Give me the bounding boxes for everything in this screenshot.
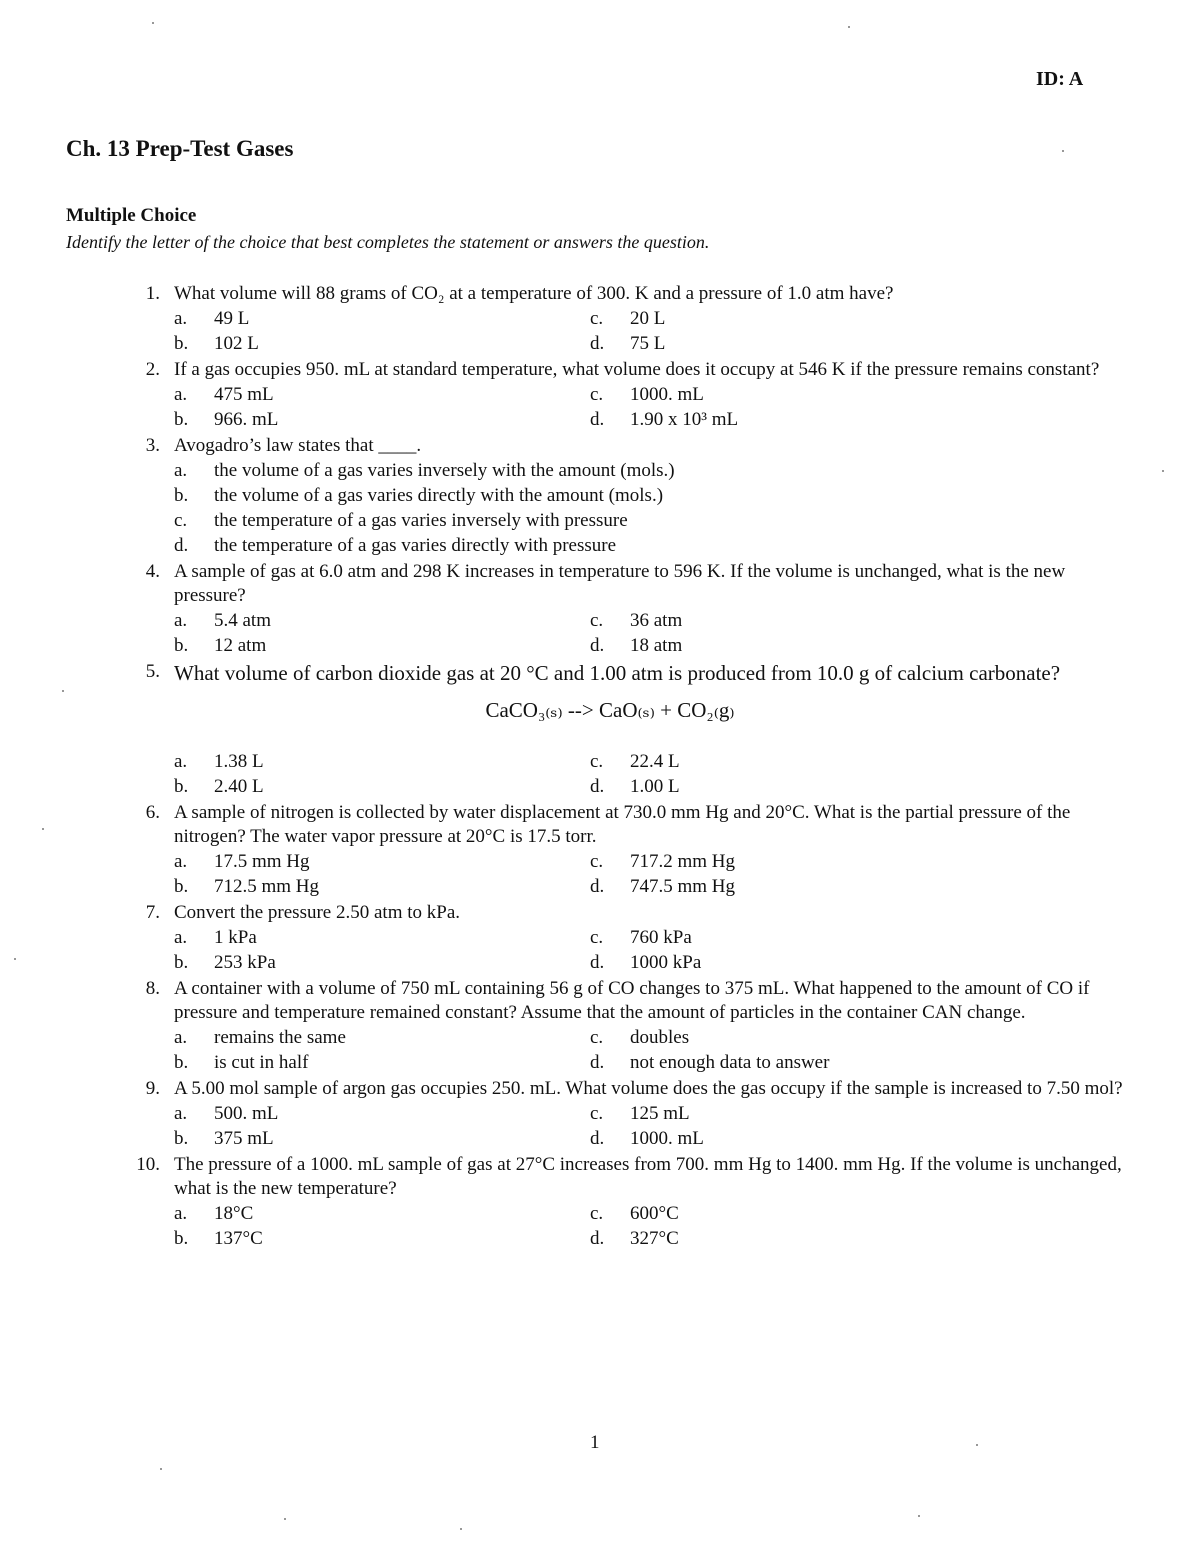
question-number: 6. [145,802,160,823]
question-item [0,560,1200,658]
choice-letter: d. [590,952,605,973]
answer-choices [174,749,974,799]
scan-speck [14,958,16,960]
choice-letter: b. [174,409,189,430]
choice-text: not enough data to answer [630,1052,830,1073]
answer-choice [174,1050,590,1075]
section-instructions: Identify the letter of the choice that best completes the statement or answers the question. [66,232,710,252]
choice-letter: a. [174,460,188,481]
choice-letter: c. [174,510,188,531]
answer-choice [174,508,974,533]
scan-speck [42,828,44,830]
question-text: A sample of nitrogen is collected by water displacement at 730.0 mm Hg and 20°C. What is the partial pressure of the nitrogen? The water vapor pressure at 20°C is 17.5 torr. [174,802,1071,847]
choice-letter: c. [590,751,604,772]
question-number: 9. [145,1078,160,1099]
answer-choice [174,1025,590,1050]
answer-choice [174,407,590,432]
answer-choice [590,874,974,899]
choice-text: the volume of a gas varies directly with the amount (mols.) [214,485,664,506]
choice-letter: b. [174,333,189,354]
choice-text: 375 mL [214,1128,274,1149]
question-item [0,801,1200,899]
question-text: A container with a volume of 750 mL containing 56 g of CO changes to 375 mL. What happened to the amount of CO if pressure and temperature remained constant? Assume that the amount of particles in the container CAN change. [174,978,1090,1023]
answer-choice [590,608,974,633]
answer-choice [174,331,590,356]
choice-letter: b. [174,1128,189,1149]
choice-letter: d. [590,1228,605,1249]
answer-choice [590,407,974,432]
answer-choice [174,483,974,508]
choice-letter: b. [174,1228,189,1249]
choice-letter: b. [174,776,189,797]
question-text: Convert the pressure 2.50 atm to kPa. [174,902,461,923]
answer-choice [174,749,590,774]
question-list [0,282,1200,1253]
answer-choices [174,1101,974,1151]
answer-choice [174,925,590,950]
scan-speck [1062,150,1064,152]
answer-choice [174,950,590,975]
answer-choices [174,925,974,975]
answer-choice [590,774,974,799]
choice-text: 5.4 atm [214,610,271,631]
choice-letter: d. [590,409,605,430]
question-number: 4. [145,561,160,582]
choice-letter: a. [174,1103,188,1124]
question-text: A 5.00 mol sample of argon gas occupies 250. mL. What volume does the gas occupy if the sample is increased to 7.50 mol? [174,1078,1123,1099]
choice-text: 20 L [630,308,666,329]
answer-choice [590,849,974,874]
answer-choice [590,950,974,975]
choice-text: 1.38 L [214,751,264,772]
question-number: 1. [145,283,160,304]
question-number: 7. [145,902,160,923]
question-item [0,1077,1200,1151]
choice-text: 500. mL [214,1103,279,1124]
answer-choice [174,458,974,483]
choice-text: 1000. mL [630,384,704,405]
answer-choice [590,633,974,658]
choice-text: the temperature of a gas varies directly with pressure [214,535,617,556]
answer-choice [590,382,974,407]
choice-text: 36 atm [630,610,683,631]
choice-text: 1000 kPa [630,952,702,973]
choice-letter: b. [174,952,189,973]
question-text: What volume will 88 grams of CO₂ at a temperature of 300. K and a pressure of 1.0 atm have? [174,283,894,304]
question-item [0,1153,1200,1251]
choice-letter: b. [174,485,189,506]
answer-choice [174,1226,590,1251]
choice-letter: b. [174,876,189,897]
choice-letter: c. [590,851,604,872]
answer-choice [590,749,974,774]
choice-letter: b. [174,635,189,656]
answer-choices [174,608,974,658]
answer-choice [590,1101,974,1126]
question-item [0,977,1200,1075]
page-number: 1 [590,1432,600,1453]
question-number: 3. [145,435,160,456]
question-text: If a gas occupies 950. mL at standard temperature, what volume does it occupy at 546 K if the pressure remains constant? [174,359,1100,380]
answer-choices [174,1025,974,1075]
scan-speck [1162,470,1164,472]
chemical-equation: CaCO₃₍ₛ₎ --> CaO₍ₛ₎ + CO₂₍g₎ [485,698,735,722]
answer-choice [590,925,974,950]
choice-text: 1.00 L [630,776,680,797]
choice-text: 17.5 mm Hg [214,851,310,872]
choice-text: 12 atm [214,635,267,656]
answer-choices [174,382,974,432]
choice-letter: d. [590,635,605,656]
answer-choices [174,849,974,899]
answer-choice [590,1050,974,1075]
choice-letter: a. [174,308,188,329]
question-item [0,660,1200,799]
answer-choice [174,633,590,658]
question-text: What volume of carbon dioxide gas at 20 °C and 1.00 atm is produced from 10.0 g of calcium carbonate? [174,661,1061,685]
choice-text: the temperature of a gas varies inversely with pressure [214,510,628,531]
choice-text: 760 kPa [630,927,692,948]
choice-text: 475 mL [214,384,274,405]
scan-speck [460,1528,462,1530]
answer-choice [590,306,974,331]
choice-text: 600°C [630,1203,679,1224]
question-item [0,358,1200,432]
choice-text: 18°C [214,1203,254,1224]
choice-text: 18 atm [630,635,683,656]
choice-text: 966. mL [214,409,279,430]
choice-letter: c. [590,1027,604,1048]
question-item [0,434,1200,558]
choice-letter: d. [590,1128,605,1149]
choice-letter: a. [174,1203,188,1224]
question-item [0,282,1200,356]
choice-letter: c. [590,1103,604,1124]
choice-letter: c. [590,384,604,405]
page-title: Ch. 13 Prep-Test Gases [66,136,294,161]
answer-choice [590,1126,974,1151]
choice-letter: d. [590,876,605,897]
answer-choice [174,1126,590,1151]
answer-choice [590,1226,974,1251]
choice-text: 747.5 mm Hg [630,876,736,897]
choice-letter: d. [590,1052,605,1073]
question-text: A sample of gas at 6.0 atm and 298 K increases in temperature to 596 K. If the volume is unchanged, what is the new pressure? [174,561,1066,606]
choice-letter: a. [174,927,188,948]
choice-text: 2.40 L [214,776,264,797]
choice-text: 1.90 x 10³ mL [630,409,739,430]
answer-choice [174,533,974,558]
choice-letter: b. [174,1052,189,1073]
choice-letter: c. [590,927,604,948]
choice-text: 125 mL [630,1103,690,1124]
scan-speck [152,22,154,24]
answer-choice [590,331,974,356]
answer-choice [174,306,590,331]
choice-text: 1000. mL [630,1128,704,1149]
answer-choice [174,608,590,633]
choice-text: 49 L [214,308,250,329]
answer-choice [174,849,590,874]
answer-choices [174,458,974,558]
question-item [0,901,1200,975]
answer-choice [174,1101,590,1126]
answer-choice [590,1201,974,1226]
choice-text: doubles [630,1027,690,1048]
choice-text: the volume of a gas varies inversely with the amount (mols.) [214,460,675,481]
choice-letter: a. [174,751,188,772]
question-text: Avogadro’s law states that ____. [174,435,422,456]
answer-choice [174,774,590,799]
choice-letter: a. [174,610,188,631]
question-number: 8. [145,978,160,999]
choice-text: 1 kPa [214,927,257,948]
answer-choice [174,1201,590,1226]
choice-letter: a. [174,851,188,872]
choice-text: 253 kPa [214,952,276,973]
choice-text: 137°C [214,1228,263,1249]
choice-text: 22.4 L [630,751,680,772]
question-number: 5. [145,661,160,682]
scan-speck [848,26,850,28]
section-title: Multiple Choice [66,205,197,226]
choice-letter: d. [590,333,605,354]
answer-choices [174,306,974,356]
scan-speck [160,1468,162,1470]
choice-letter: c. [590,308,604,329]
question-number: 2. [145,359,160,380]
choice-letter: d. [590,776,605,797]
answer-choices [174,1201,974,1251]
question-text: The pressure of a 1000. mL sample of gas at 27°C increases from 700. mm Hg to 1400. mm Hg. If the volume is unchanged, what is the new temperature? [174,1154,1122,1199]
answer-choice [174,382,590,407]
scan-speck [918,1515,920,1517]
choice-text: 75 L [630,333,666,354]
id-label: ID: A [1036,68,1084,90]
choice-text: 717.2 mm Hg [630,851,736,872]
choice-letter: c. [590,1203,604,1224]
scan-speck [284,1518,286,1520]
choice-letter: d. [174,535,189,556]
choice-letter: a. [174,384,188,405]
answer-choice [174,874,590,899]
choice-text: 712.5 mm Hg [214,876,320,897]
scan-speck [976,1444,978,1446]
choice-text: 102 L [214,333,259,354]
choice-letter: c. [590,610,604,631]
choice-text: remains the same [214,1027,346,1048]
choice-text: is cut in half [214,1052,309,1073]
choice-text: 327°C [630,1228,679,1249]
scan-speck [62,690,64,692]
answer-choice [590,1025,974,1050]
choice-letter: a. [174,1027,188,1048]
question-number: 10. [136,1154,160,1175]
